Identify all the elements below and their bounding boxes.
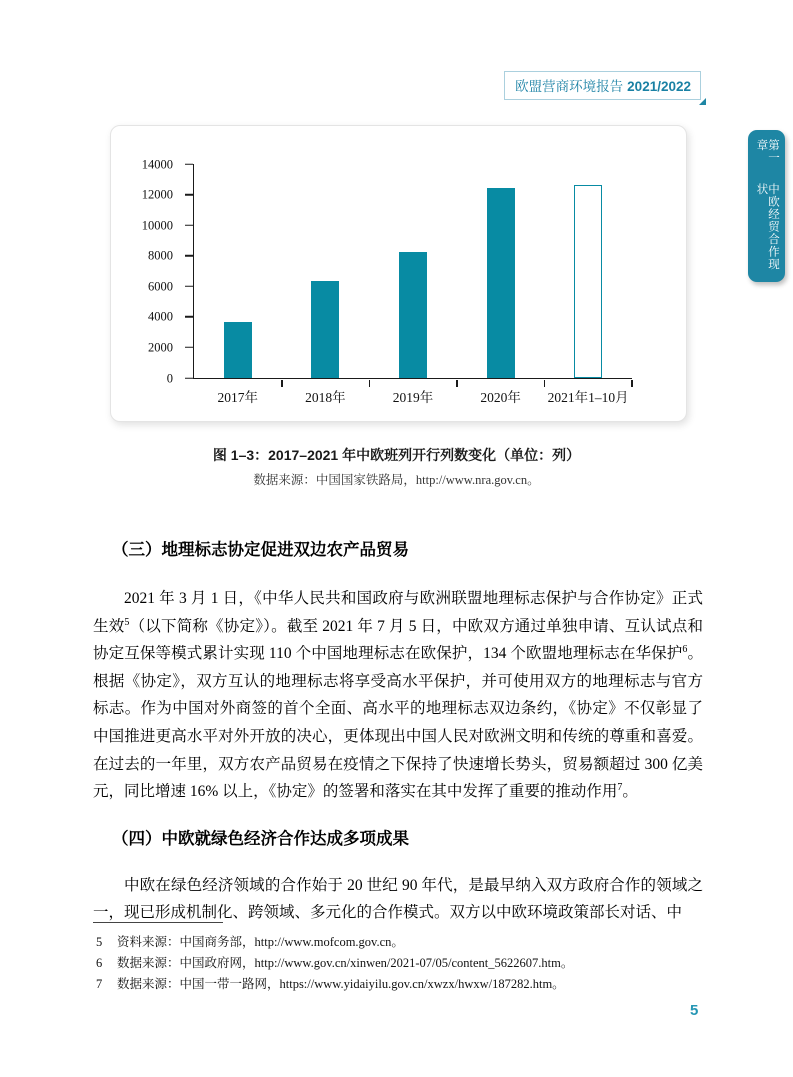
y-tick-mark — [185, 286, 193, 288]
report-title: 欧盟营商环境报告 — [515, 79, 624, 94]
report-year: 2021/2022 — [627, 79, 691, 94]
text-segment: 。 — [622, 783, 638, 801]
text-segment: （以下简称《协定》）。截至 2021 年 7 月 5 日，中欧双方通过单独申请、互认试点和协定互保等模式累计实现 110 个中国地理标志在欧保护，134 个欧盟地理标志在华保护 — [93, 617, 703, 663]
footnote-ref: 5 — [124, 616, 130, 628]
y-tick-label: 14000 — [141, 156, 173, 171]
y-tick-label: 6000 — [148, 279, 173, 294]
bar-3 — [399, 252, 427, 378]
section-heading-four: （四）中欧就绿色经济合作达成多项成果 — [112, 829, 409, 848]
x-tick-mark — [631, 380, 633, 387]
y-tick-mark — [185, 316, 193, 318]
y-tick-label: 8000 — [148, 248, 173, 263]
y-tick-mark — [185, 163, 193, 165]
x-axis-label: 2019年 — [392, 390, 434, 405]
y-tick-mark — [185, 347, 193, 349]
x-tick-mark — [281, 380, 283, 387]
chapter-tab — [748, 130, 785, 282]
footnote-item — [93, 932, 707, 953]
footnote-text: 数据来源：中国政府网，http://www.gov.cn/xinwen/2021-07/05/content_5622607.htm。 — [117, 956, 574, 970]
x-tick-mark — [369, 380, 371, 387]
x-axis-label: 2017年 — [217, 390, 259, 405]
page-number: 5 — [690, 1002, 699, 1019]
footnote-ref: 7 — [617, 782, 623, 793]
y-tick-mark — [185, 255, 193, 257]
y-tick-label: 4000 — [148, 309, 173, 324]
category-slot — [194, 164, 282, 405]
footnote-text: 资料来源：中国商务部，http://www.mofcom.gov.cn。 — [117, 935, 404, 949]
report-header-badge — [504, 71, 701, 100]
footnote-number: 7 — [96, 977, 103, 991]
bar-4 — [487, 188, 515, 378]
figure-1-3-chart-card — [110, 125, 687, 422]
category-slot — [457, 164, 545, 405]
text-segment: 。根据《协定》，双方互认的地理标志将享受高水平保护，并可使用双方的地理标志与官方标志。作为中国对外商签的首个全面、高水平的地理标志双边条约，《协定》不仅彰显了中国推进更高水平对外开放的决心，更体现出中国人民对欧洲文明和传统的尊重和喜爱。在过去的一年里，双方农产品贸易在疫情之下保持了快速增长势头，贸易额超过 300 亿美元，同比增速 16% 以上，《协定》的签署和落实在其中发挥了重要的推动作用 — [93, 645, 703, 801]
text-segment: 2021 年 3 月 1 日，《中华人民共和国政府与欧洲联盟地理标志保护与合作协定》正式生效 — [93, 590, 703, 635]
y-tick-mark — [185, 377, 193, 379]
y-tick-label: 12000 — [141, 187, 173, 202]
body-content — [93, 536, 703, 927]
figure-source: 数据来源：中国国家铁路局，http://www.nra.gov.cn。 — [253, 473, 540, 487]
text-segment: 中欧在绿色经济领域的合作始于 20 世纪 90 年代，是最早纳入双方政府合作的领域之一，现已形成机制化、跨领域、多元化的合作模式。双方以中欧环境政策部长对话、中 — [93, 876, 703, 922]
section-heading-three: （三）地理标志协定促进双边农产品贸易 — [112, 541, 409, 559]
paragraph-green-economy — [93, 872, 703, 927]
footnote-text: 数据来源：中国一带一路网，https://www.yidaiyilu.gov.cn/xwzx/hwxw/187282.htm。 — [117, 977, 565, 991]
y-tick-label: 10000 — [141, 217, 173, 232]
x-tick-mark — [456, 380, 458, 387]
chart-plot — [193, 164, 632, 405]
bar-1 — [224, 322, 252, 378]
footnotes-list — [93, 932, 707, 995]
category-slot — [369, 164, 457, 405]
footnote-number: 6 — [96, 956, 103, 970]
footnote-ref: 6 — [682, 644, 688, 656]
category-slot — [282, 164, 370, 405]
footnote-item — [93, 974, 707, 995]
y-tick-mark — [185, 224, 193, 226]
x-tick-mark — [544, 380, 546, 387]
paragraph-geo-indications — [93, 585, 703, 806]
figure-caption: 图 1–3：2017–2021 年中欧班列开行列数变化（单位：列） — [212, 447, 581, 463]
y-tick-label: 2000 — [148, 340, 173, 355]
footnotes — [93, 922, 707, 995]
x-axis-label: 2021年1–10月 — [547, 390, 629, 405]
bar-2 — [311, 281, 339, 378]
y-axis-labels — [111, 156, 185, 385]
footnote-number: 5 — [96, 935, 103, 949]
x-axis-label: 2020年 — [480, 390, 521, 405]
chapter-number: 第一章 — [755, 139, 779, 164]
y-tick-label: 0 — [166, 370, 173, 385]
footnote-separator — [93, 922, 223, 923]
bar-5 — [574, 185, 602, 378]
footnote-item — [93, 953, 707, 974]
x-axis-label: 2018年 — [305, 390, 346, 405]
chapter-tab-title: 中欧经贸合作现状 — [755, 182, 779, 271]
corner-mark-icon — [699, 98, 706, 105]
plot-slots — [194, 164, 632, 405]
category-slot — [544, 164, 632, 405]
y-tick-mark — [185, 194, 193, 196]
